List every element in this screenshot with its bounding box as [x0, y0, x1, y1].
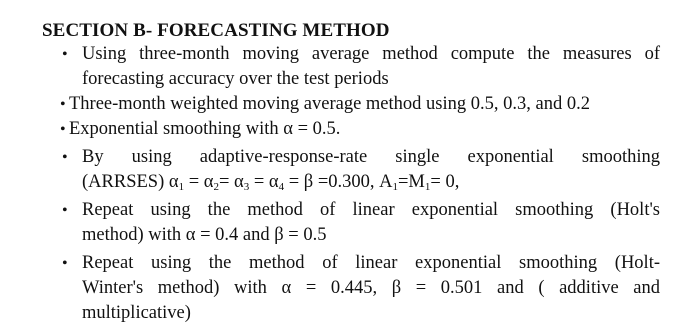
bullet-icon: •	[62, 255, 68, 272]
item-text	[82, 198, 660, 248]
list-item-arrses	[0, 145, 700, 195]
formula-subscript: 4	[278, 181, 285, 193]
list-item-exponential-smoothing	[0, 117, 700, 142]
bullet-icon: •	[62, 46, 68, 63]
formula-part: = β =0.300, A	[284, 172, 393, 192]
item-line: Repeat using the method of linear exponential smoothing (Holt-	[82, 253, 660, 273]
list-item-moving-average	[0, 42, 700, 92]
formula-subscript: 2	[213, 181, 219, 193]
list-item-holt-winter	[0, 251, 700, 326]
list-item-holt	[0, 198, 700, 248]
item-text	[82, 145, 660, 195]
item-line: Using three-month moving average method compute the measures of	[82, 44, 660, 64]
formula-part: = 0,	[430, 172, 460, 192]
item-line: Three-month weighted moving average method using 0.5, 0.3, and 0.2	[69, 94, 590, 114]
item-line: By using adaptive-response-rate single exponential smoothing	[82, 147, 660, 167]
formula-part: = α	[184, 172, 214, 192]
item-line: Exponential smoothing with α = 0.5.	[69, 119, 341, 139]
item-line: method) with α = 0.4 and β = 0.5	[82, 225, 327, 245]
task-list	[0, 42, 700, 326]
item-line: forecasting accuracy over the test periods	[82, 69, 389, 89]
bullet-icon: •	[60, 96, 66, 113]
formula-part: =M	[398, 172, 425, 192]
item-line-formula	[82, 170, 660, 195]
item-text	[69, 92, 660, 117]
formula-subscript: 1	[178, 181, 185, 193]
bullet-icon: •	[62, 202, 68, 219]
section-title: SECTION B- FORECASTING METHOD	[42, 20, 390, 41]
list-item-weighted-moving-average	[0, 92, 700, 117]
formula-part: (ARRSES) α	[82, 172, 179, 192]
formula-subscript: 3	[243, 181, 250, 193]
item-text	[82, 251, 660, 326]
item-text	[69, 117, 660, 142]
formula-subscript: 1	[424, 181, 431, 193]
bullet-icon: •	[62, 149, 68, 166]
formula-part: = α	[249, 172, 279, 192]
bullet-icon: •	[60, 121, 66, 138]
item-line: Winter's method) with α = 0.445, β = 0.501 and ( additive and	[82, 278, 660, 298]
item-text	[82, 42, 660, 92]
formula-part: = α	[218, 172, 244, 192]
formula-subscript: 1	[392, 181, 398, 193]
item-line: Repeat using the method of linear exponential smoothing (Holt's	[82, 200, 660, 220]
item-line: multiplicative)	[82, 303, 191, 323]
